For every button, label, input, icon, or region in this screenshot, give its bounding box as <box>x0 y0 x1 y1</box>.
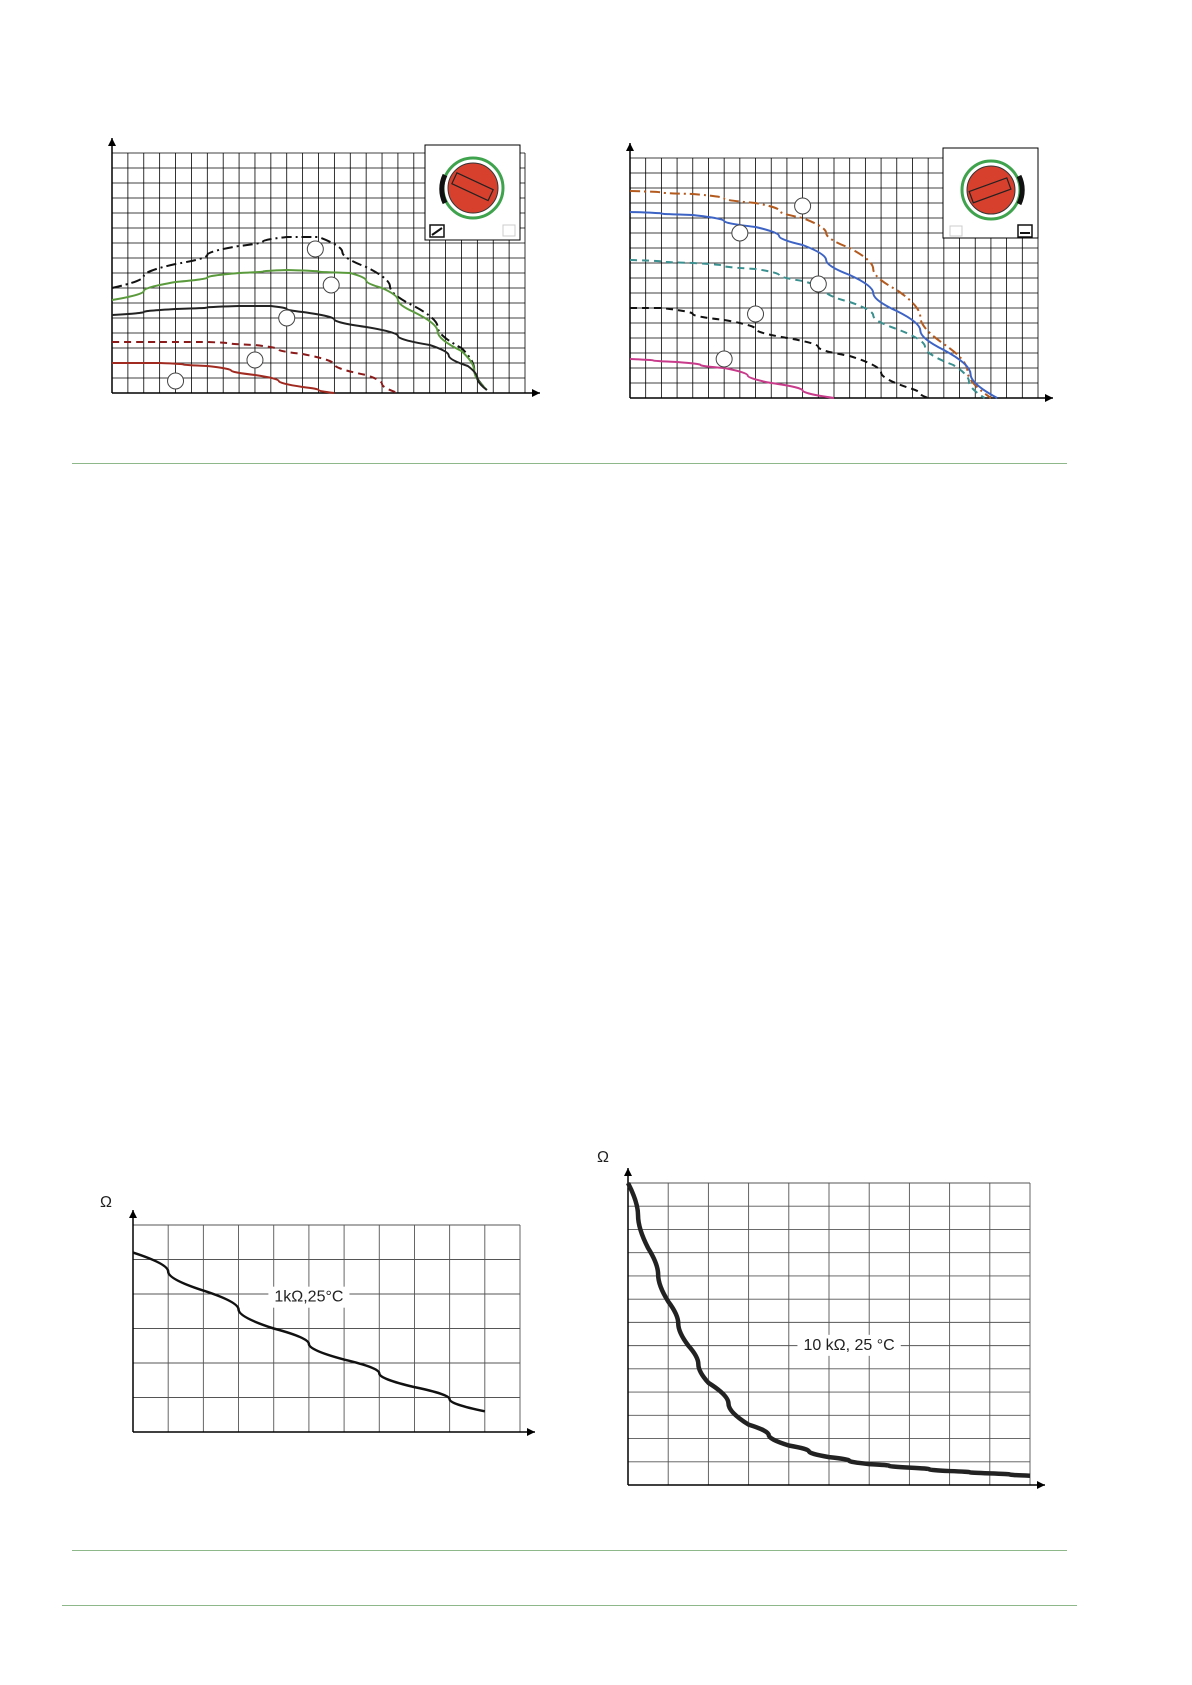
sensor-resistance-chart-1k <box>95 1185 535 1445</box>
annotation <box>797 1335 900 1356</box>
curve-marker-2 <box>279 310 295 326</box>
section-divider <box>72 1550 1067 1551</box>
grid <box>624 1168 1045 1489</box>
inset-panel <box>425 145 520 240</box>
curve-marker-3 <box>748 306 764 322</box>
curve-marker-2 <box>810 276 826 292</box>
dial-setting-icon <box>442 158 503 218</box>
markers <box>168 241 340 389</box>
constant-pressure-icon <box>1018 225 1032 237</box>
x-axis-arrow <box>532 389 540 397</box>
sensor-resistance-chart-10k <box>590 1145 1060 1500</box>
curve-marker-1 <box>732 225 748 241</box>
grid <box>129 1210 535 1436</box>
series-line-1 <box>630 212 997 398</box>
dial-setting-icon <box>962 161 1022 219</box>
curve-marker-0 <box>307 241 323 257</box>
annotation-label: 10 kΩ, 25 °C <box>803 1336 895 1354</box>
x-axis-arrow <box>527 1428 535 1436</box>
y-axis-label: Ω <box>597 1149 609 1166</box>
y-axis-arrow <box>129 1210 137 1218</box>
curve-marker-0 <box>795 198 811 214</box>
y-axis-arrow <box>626 143 634 151</box>
section-divider <box>72 463 1067 464</box>
series-group <box>112 237 487 393</box>
y-axis-arrow <box>108 138 116 146</box>
series-line-0 <box>630 191 991 398</box>
y-axis-arrow <box>624 1168 632 1176</box>
curve-marker-4 <box>716 351 732 367</box>
annotation-label: 1kΩ,25°C <box>274 1288 344 1306</box>
curve-marker-1 <box>323 277 339 293</box>
curve-marker-4 <box>168 373 184 389</box>
x-axis-arrow <box>1037 1481 1045 1489</box>
pump-curve-chart-left <box>100 135 540 405</box>
footer-rule <box>62 1605 1077 1606</box>
curve-marker-3 <box>247 352 263 368</box>
series-line-2 <box>630 260 985 398</box>
proportional-pressure-icon <box>430 225 444 237</box>
pump-curve-chart-right <box>620 140 1060 405</box>
annotation <box>268 1287 349 1308</box>
inset-panel <box>943 148 1038 238</box>
series-line-0 <box>112 237 487 390</box>
y-axis-label: Ω <box>100 1194 112 1211</box>
series-line-4 <box>630 359 834 398</box>
x-axis-arrow <box>1045 394 1053 402</box>
series-group <box>630 191 997 398</box>
